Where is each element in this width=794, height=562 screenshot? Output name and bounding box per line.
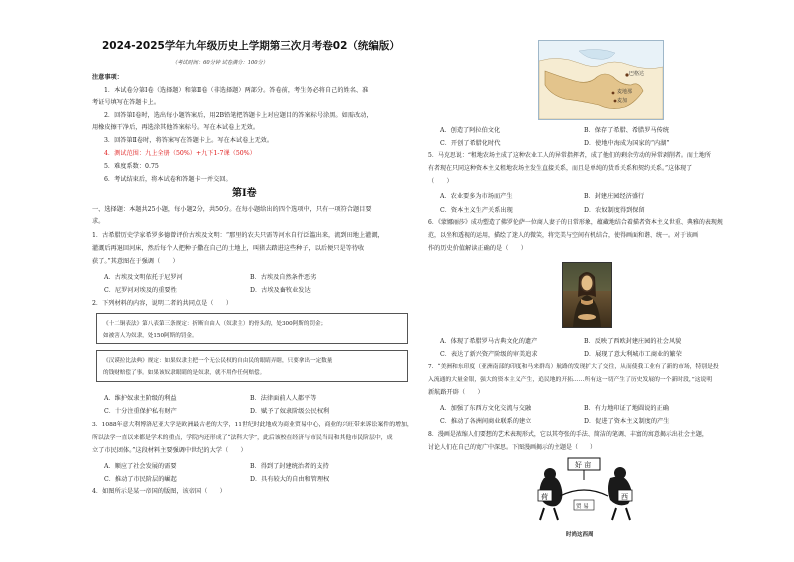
empire-map-image — [538, 40, 664, 120]
question-line: 5．马克思说：“租地农场主成了这种农业工人的异常指挥者，成了他们的剩余劳动的异常剥削者。而土地所 — [428, 152, 711, 159]
question-line: 4．如图所示是某一帝国的版图，该帝国（ ） — [92, 488, 226, 495]
option-d: D．具有较大的自由和管理权 — [250, 476, 330, 483]
source-box — [96, 313, 408, 344]
note-line: 6．考试结束后，将本试卷和答题卡一并交回。 — [104, 176, 232, 183]
cartoon-right-label: 西 — [621, 493, 628, 501]
question-line: 1．古希腊历史学家希罗多德曾评价古埃及文明：“那里的农夫只需等河水自行泛滥出来，流到田地上灌溉， — [92, 232, 384, 239]
note-line: 1．本试卷分第Ⅰ卷（选择题）和第Ⅱ卷（非选择题）两部分。答卷前，考生务必将自己的姓名、准 — [104, 87, 369, 94]
cartoon-drawing — [530, 456, 642, 526]
option-c: C．推动了市民阶层的崛起 — [104, 476, 177, 483]
source-line: 的钱财赔偿了事。如果该奴隶眼睛的是奴隶，就不用作任何赔偿。 — [103, 370, 266, 376]
option-d: D．古埃及畜牧业发达 — [250, 287, 311, 294]
exam-title: 2024-2025学年九年级历史上学期第三次月考卷02（统编版） — [102, 40, 400, 52]
question-line: 7．“美洲和东印度（亚洲南部的印度和马来群岛）航路的发现扩大了交往，从而使我工业有了新的市场，特别是投 — [428, 364, 719, 370]
option-a: A．顺应了社会发展的需要 — [104, 463, 177, 470]
option-d: D．赋予了奴隶阶级公民权利 — [250, 408, 330, 415]
option-a: A．古埃及文明依托于尼罗河 — [104, 274, 183, 281]
cartoon-bottom-label: 贸 易 — [576, 504, 589, 510]
option-c: C．尼罗河对埃及的重要性 — [104, 287, 177, 294]
option-d: D．农奴制度得到保留 — [584, 207, 645, 214]
section-title: 第Ⅰ卷 — [232, 188, 257, 199]
cartoon-sign-text: 好 亩 — [575, 461, 592, 469]
question-line: 立了市民团体。”这段材料主要强调中世纪的大学（ ） — [92, 447, 247, 454]
option-d: D．展现了意大利城市工商业的繁荣 — [584, 351, 682, 358]
map-drawing — [539, 41, 663, 119]
question-line: 2．下列材料的内容，说明二者的共同点是（ ） — [92, 300, 233, 307]
option-c: C．开创了希腊化时代 — [440, 140, 501, 147]
option-b: B．得到了封建统治者的支持 — [250, 463, 329, 470]
section-intro: 一、选择题：本题共25小题，每小题2分，共50分。在每小题给出的四个选项中，只有一项符合题目要 — [92, 206, 372, 213]
question-line: 讨论人们在自己的宽广中深思。下图漫画揭示的主题是（ ） — [428, 444, 597, 451]
painting-drawing — [563, 263, 611, 327]
section-intro: 求。 — [92, 218, 105, 225]
note-line: 2．回答第Ⅰ卷时，选出每小题答案后，用2B铅笔把答题卡上对应题目的答案标号涂黑。如需改动， — [104, 112, 373, 119]
option-c: C．十分注重保护私有财产 — [104, 408, 177, 415]
exam-meta: （考试时间：60分钟 试卷满分：100分） — [172, 60, 268, 66]
option-a: A．体现了希腊罗马古典文化的遗产 — [440, 338, 538, 345]
cartoon-caption: 时尚这西周 — [566, 532, 594, 538]
question-line: 有者现在只同这种资本主义租地农场主发生直接关系，而且是单纯的货币关系和契约关系。”这体现了 — [428, 165, 693, 172]
option-d: D．促进了资本主义制度的产生 — [584, 418, 670, 425]
option-c: C．资本主义生产关系出现 — [440, 207, 513, 214]
option-c: C．推动了各洲间商业联系的建立 — [440, 418, 532, 425]
question-line: 入流通的大量金银，强大的资本主义产生，追民地的开拓……所有这一切产生了历史发展的一个新时段，”这说明 — [428, 377, 713, 383]
option-b: B．古埃及自然条件恶劣 — [250, 274, 317, 281]
trade-cartoon — [530, 456, 642, 526]
option-a: A．创造了阿拉伯文化 — [440, 127, 501, 134]
note-line: 3．回答第Ⅱ卷时，将答案写在答题卡上。写在本试卷上无效。 — [104, 137, 274, 144]
cartoon-left-label: 荷 — [541, 493, 548, 501]
option-b: B．反映了西欧封建庄园的社会风貌 — [584, 338, 682, 345]
option-b: B．有力地印证了地圆说的正确 — [584, 405, 669, 412]
note-line: 5．难度系数：0.75 — [104, 163, 159, 170]
question-line: 6．《蒙娜丽莎》成功塑造了佛罗伦萨一位商人妻子的日常形象，蕴藏地结合着描者资本主义世重、典雅的表现规 — [428, 219, 723, 226]
question-line: 所以法学一直以来都是学术的重点，学院内还形成了“法科大学”，此后该校在经济与市民当局和其他市民阶层中，成 — [92, 435, 393, 441]
notes-heading: 注意事项： — [92, 74, 123, 81]
question-line: 范，以坐和透视的运用，描绘了迷人的微笑，将完美与空间有机结合，使得画面和谐、统一。对于该画 — [428, 232, 699, 239]
mona-lisa-painting — [562, 262, 612, 328]
option-d: D．使地中海成为国家的“内湖” — [584, 140, 670, 147]
option-b: B．封建庄园经济盛行 — [584, 193, 645, 200]
source-line: 如被害人为奴隶，处150阿斯的罚金。 — [103, 333, 198, 339]
note-line: 考证号填写在答题卡上。 — [92, 99, 161, 106]
question-line: 灌溉后再退回河床，然后每个人把种子撒在自己的土地上，叫猪去踏进这些种子，以后便只是等待收 — [92, 245, 365, 252]
option-b: B．法律面前人人都平等 — [250, 395, 317, 402]
source-box — [96, 350, 408, 382]
option-a: A．维护奴隶主阶级的利益 — [104, 395, 177, 402]
question-line: 作的历史价值解读正确的是（ ） — [428, 245, 527, 252]
map-label: 麦加 — [617, 98, 628, 104]
map-label: 麦地那 — [617, 89, 633, 95]
option-a: A．农业要多为市场而产生 — [440, 193, 513, 200]
option-b: B．保存了希腊、希腊罗马传统 — [584, 127, 669, 134]
option-c: C．表达了新兴资产阶级的审美追求 — [440, 351, 538, 358]
question-line: （ ） — [428, 178, 453, 185]
question-line: 获了。”其意图在于强调（ ） — [92, 258, 179, 265]
source-line: 《十二铜表法》第八表第三条规定：折断自由人（奴隶主）的骨头的，处300阿斯的罚金； — [103, 321, 327, 327]
question-line: 3．1088年意大利博洛尼亚大学是欧洲最古老的大学，11世纪时此地成为商业贸易中心，商业的兴旺带来诉讼案件的增加， — [92, 422, 413, 428]
note-line: 用橡皮擦干净后，再选涂其他答案标号。写在本试卷上无效。 — [92, 124, 260, 131]
option-a: A．加强了东西方文化交流与交融 — [440, 405, 532, 412]
question-line: 8．漫画是浓缩人们要想的艺术表现形式，它以其夸张的手法、简洁的笔调、丰富的寓意揭示出社会主题， — [428, 431, 708, 438]
map-label: 巴格达 — [629, 71, 645, 77]
source-line: 《汉谟拉比法典》规定：如果奴隶主把一个无公民权的自由民的眼睛弄瞎，只要拿出一定数量 — [103, 358, 333, 364]
note-line-scope: 4．测试范围：九上全册（50%）+九下1-7课（50%） — [104, 150, 256, 157]
question-line: 新航路开辟（ ） — [428, 389, 484, 396]
